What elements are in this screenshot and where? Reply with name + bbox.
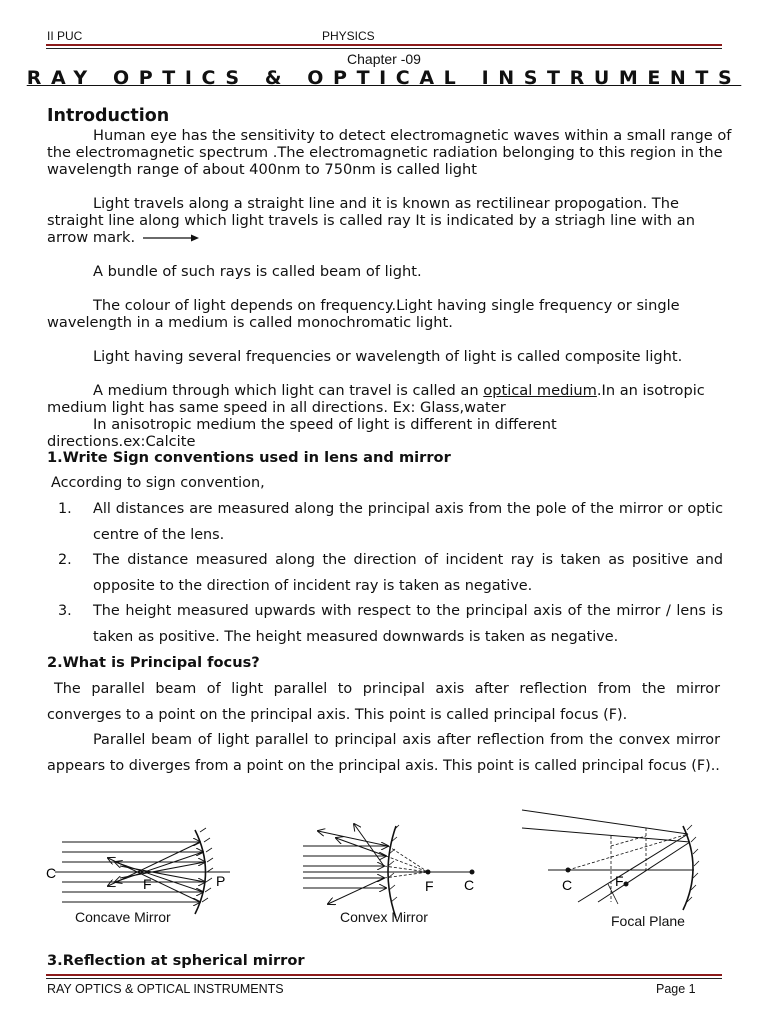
header-left: II PUC — [47, 29, 83, 43]
focal-label-c: C — [562, 877, 573, 893]
concave-label-c: C — [46, 865, 57, 881]
intro-paragraph-1: Human eye has the sensitivity to detect electromagnetic waves within a small range of the electromagnetic spectrum .The electromagnetic radiation belonging to this region in the wavelength range of about 400nm to 750nm is called light — [47, 127, 732, 178]
q1-lead: According to sign convention, — [51, 475, 265, 491]
q3-heading: 3.Reflection at spherical mirror — [47, 952, 305, 969]
list-item: All distances are measured along the principal axis from the pole of the mirror or optic centre of the lens. — [93, 501, 723, 543]
convex-label-c: C — [464, 877, 475, 893]
intro-paragraph-6 — [47, 382, 737, 416]
chapter-label: Chapter -09 — [347, 51, 421, 67]
focal-label-f: F — [615, 873, 624, 889]
intro-p6-pre: A medium through which light can travel is called an — [93, 382, 484, 399]
intro-paragraph-2 — [47, 195, 717, 246]
intro-p6-post: .In an isotropic medium light has same speed in all directions. Ex: Glass,water — [47, 382, 705, 416]
concave-caption: Concave Mirror — [75, 909, 171, 925]
focal-plane-diagram — [518, 806, 708, 916]
q2-paragraph-1: The parallel beam of light parallel to principal axis after reflection from the mirror converges to a point on the principal axis. This point is called principal focus (F). — [47, 681, 720, 723]
focal-caption: Focal Plane — [611, 913, 685, 929]
footer-rule — [46, 978, 722, 979]
q1-heading: 1.Write Sign conventions used in lens and mirror — [47, 449, 451, 466]
q2-heading: 2.What is Principal focus? — [47, 654, 260, 671]
intro-paragraph-3: A bundle of such rays is called beam of light. — [93, 263, 422, 280]
list-item: The height measured upwards with respect to the principal axis of the mirror / lens is taken as positive. The height measured downwards is taken as negative. — [93, 603, 723, 645]
intro-heading: Introduction — [47, 106, 170, 126]
arrow-ray-icon — [141, 233, 201, 243]
intro-paragraph-5: Light having several frequencies or wavelength of light is called composite light. — [93, 348, 683, 365]
optical-medium-term: optical medium — [483, 382, 597, 399]
convex-caption: Convex Mirror — [340, 909, 428, 925]
page-title: RAY OPTICS & OPTICAL INSTRUMENTS — [26, 67, 742, 89]
convex-label-f: F — [425, 878, 434, 894]
list-number: 1. — [58, 501, 72, 517]
page-number: Page 1 — [656, 982, 696, 996]
intro-paragraph-2-text: Light travels along a straight line and it is known as rectilinear propogation. The straight line along which light travels is called ray It is indicated by a striagh line with an arrow mark. — [47, 195, 695, 246]
header-rule — [46, 48, 722, 49]
intro-paragraph-4: The colour of light depends on frequency.Light having single frequency or single wavelength in a medium is called monochromatic light. — [47, 297, 680, 331]
list-number: 3. — [58, 603, 72, 619]
list-number: 2. — [58, 552, 72, 568]
footer-left: RAY OPTICS & OPTICAL INSTRUMENTS — [47, 982, 284, 996]
footer-rule-red — [46, 974, 722, 976]
concave-label-f: F — [143, 876, 152, 892]
header-center: PHYSICS — [322, 29, 375, 43]
list-item: The distance measured along the direction of incident ray is taken as positive and opposite to the direction of incident ray is taken as negative. — [93, 552, 723, 594]
q2-paragraph-2: Parallel beam of light parallel to principal axis after reflection from the convex mirror appears to diverges from a point on the principal axis. This point is called principal focus (F).. — [47, 732, 720, 774]
header-rule-red — [46, 44, 722, 46]
concave-label-p: P — [216, 873, 226, 889]
intro-paragraph-7: In anisotropic medium the speed of light is different in different directions.ex:Calcite — [47, 416, 557, 450]
